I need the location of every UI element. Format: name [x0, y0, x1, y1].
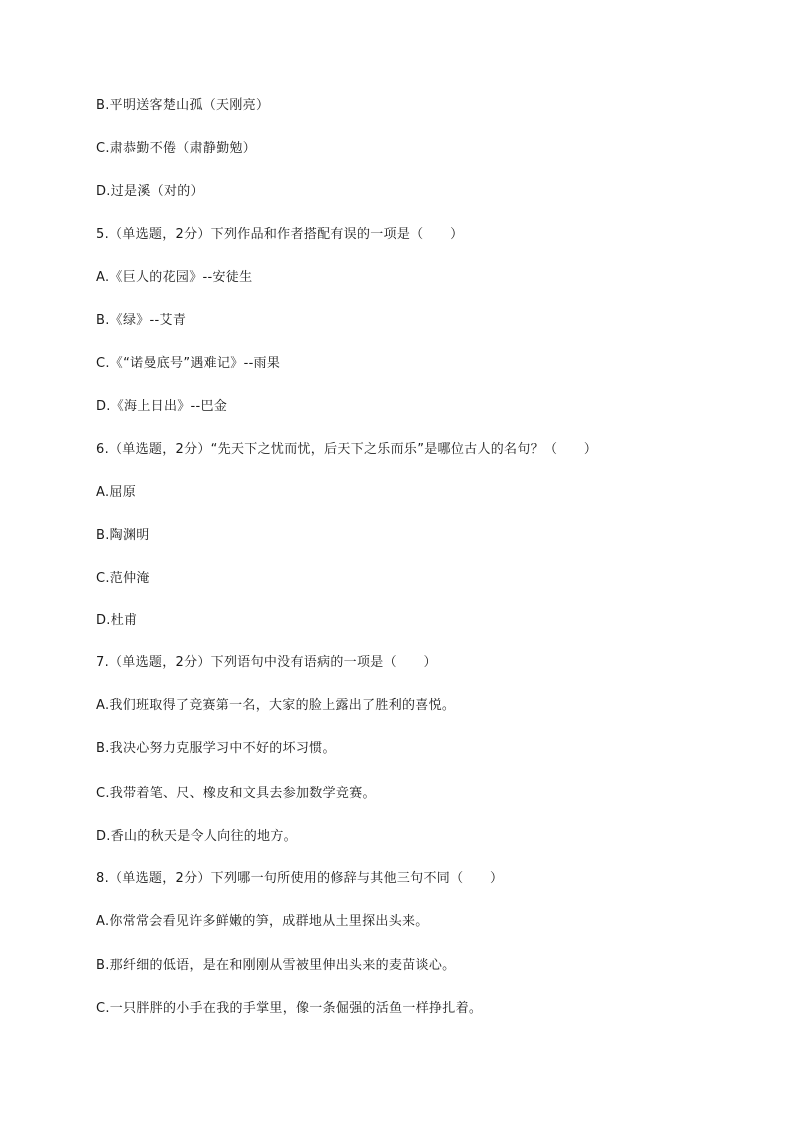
q5-option-b: B.《绿》--艾青 — [96, 313, 187, 328]
q5-option-d: D.《海上日出》--巴金 — [96, 399, 228, 414]
q6-option-a: A.屈原 — [96, 485, 136, 500]
q8-option-c: C.一只胖胖的小手在我的手掌里，像一条倔强的活鱼一样挣扎着。 — [96, 1001, 483, 1016]
q6-option-c: C.范仲淹 — [96, 571, 150, 586]
q4-option-d: D.过是溪（对的） — [96, 184, 204, 199]
q7-option-b: B.我决心努力克服学习中不好的坏习惯。 — [96, 741, 336, 756]
q5-option-c: C.《“诺曼底号”遇难记》--雨果 — [96, 356, 281, 371]
q6-option-b: B.陶渊明 — [96, 528, 150, 543]
question-5: 5.（单选题，2分）下列作品和作者搭配有误的一项是（ ） — [96, 227, 464, 242]
q8-option-a: A.你常常会看见许多鲜嫩的笋，成群地从土里探出头来。 — [96, 914, 429, 929]
q8-option-b: B.那纤细的低语，是在和刚刚从雪被里伸出头来的麦苗谈心。 — [96, 958, 456, 973]
q7-option-c: C.我带着笔、尺、橡皮和文具去参加数学竞赛。 — [96, 786, 376, 801]
q7-option-d: D.香山的秋天是令人向往的地方。 — [96, 829, 297, 844]
q6-option-d: D.杜甫 — [96, 613, 138, 628]
q4-option-b: B.平明送客楚山孤（天刚亮） — [96, 98, 270, 113]
question-8: 8.（单选题，2分）下列哪一句所使用的修辞与其他三句不同（ ） — [96, 871, 504, 886]
question-7: 7.（单选题，2分）下列语句中没有语病的一项是（ ） — [96, 655, 437, 670]
question-6: 6.（单选题，2分）“先天下之忧而忧，后天下之乐而乐”是哪位古人的名句？（ ） — [96, 442, 598, 457]
q4-option-c: C.肃恭勤不倦（肃静勤勉） — [96, 141, 257, 156]
q7-option-a: A.我们班取得了竞赛第一名，大家的脸上露出了胜利的喜悦。 — [96, 698, 456, 713]
q5-option-a: A.《巨人的花园》--安徒生 — [96, 270, 253, 285]
